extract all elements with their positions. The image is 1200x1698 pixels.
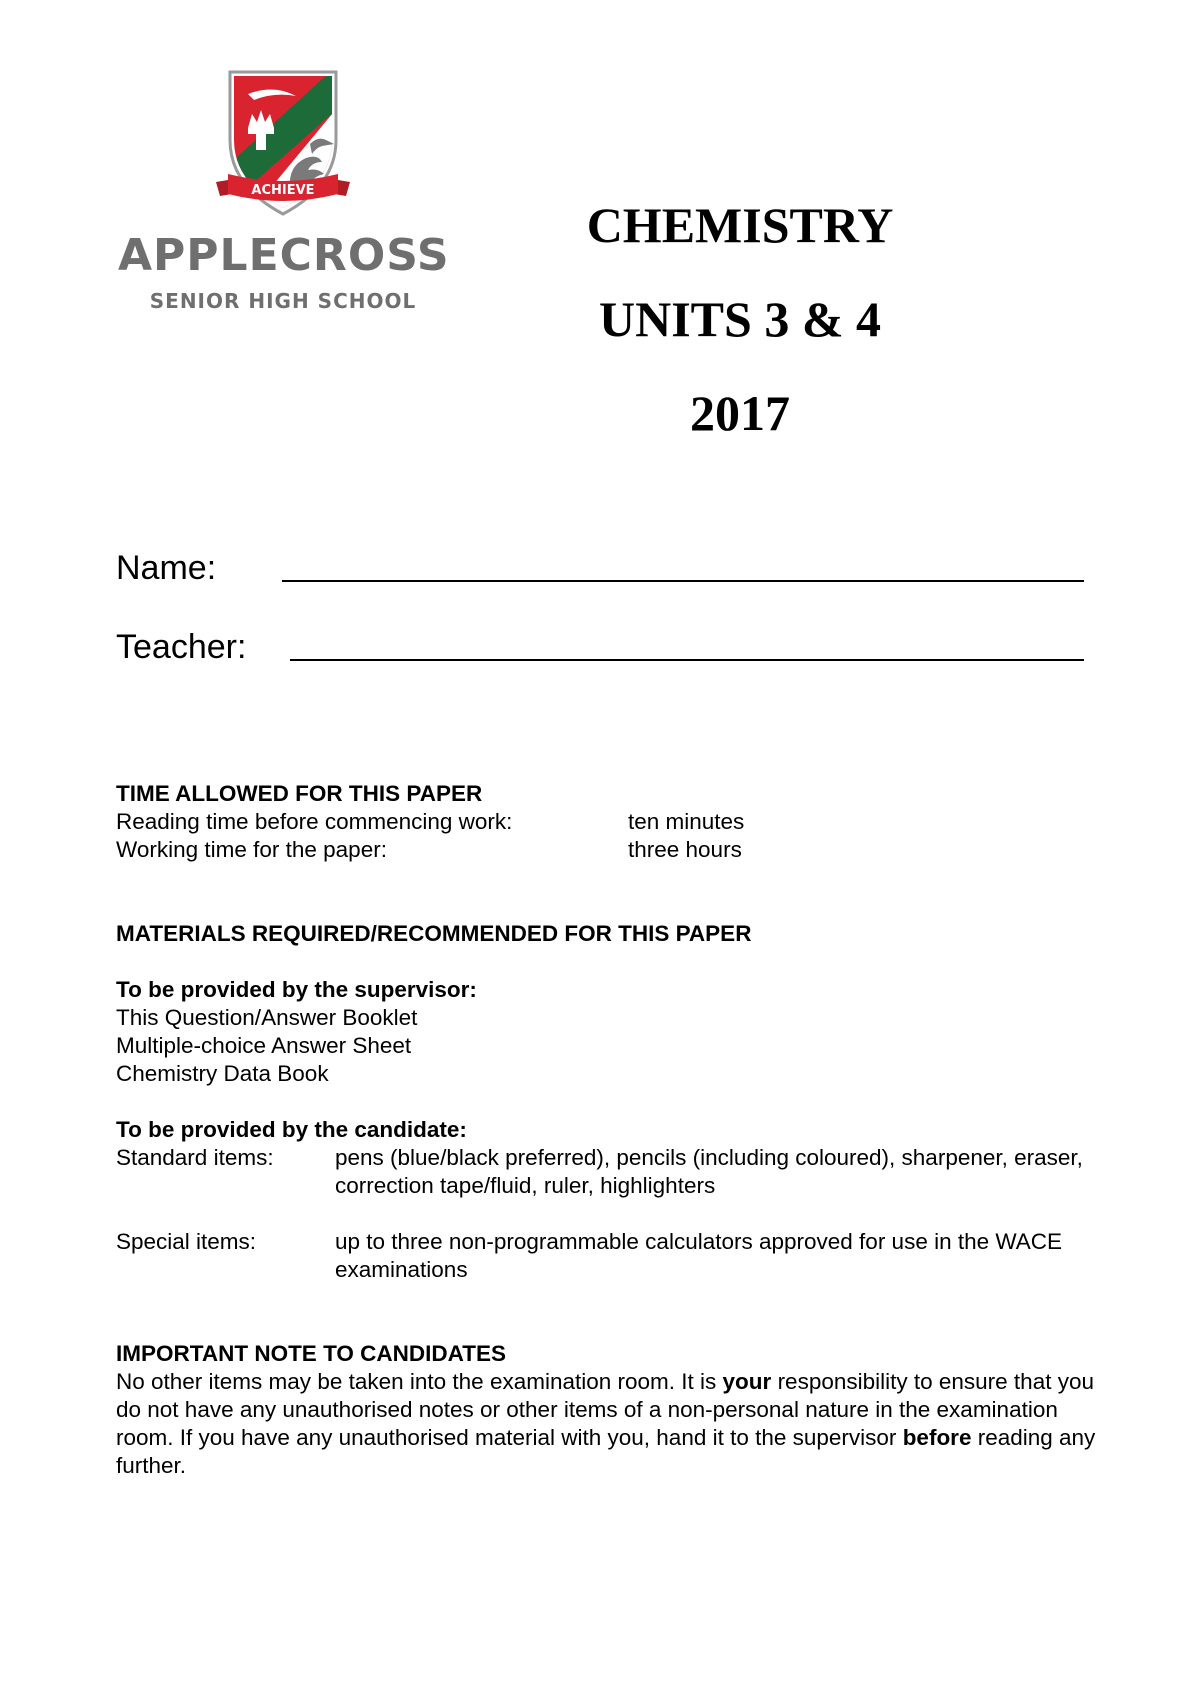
units-title: UNITS 3 & 4 xyxy=(599,291,881,347)
special-items-label: Special items: xyxy=(116,1229,257,1254)
note-text-part: responsibility to ensure that you do not have any unauthorised notes or other items of a non-personal nature in the examination room. If you have any unauthorised material with you, hand it to the supervisor xyxy=(116,1369,1094,1450)
school-crest-icon xyxy=(214,70,352,220)
exam-instructions xyxy=(116,780,1096,1480)
note-text-part: reading any further. xyxy=(116,1425,1096,1478)
school-subtitle: SENIOR HIGH SCHOOL xyxy=(149,289,417,313)
supervisor-heading: To be provided by the supervisor: xyxy=(116,977,477,1002)
note-emphasis-your: your xyxy=(722,1369,772,1394)
time-value: three hours xyxy=(628,837,742,862)
important-note-heading: IMPORTANT NOTE TO CANDIDATES xyxy=(116,1341,506,1366)
school-name: APPLECROSS xyxy=(118,230,450,281)
teacher-label: Teacher: xyxy=(116,628,247,666)
special-items-row xyxy=(116,1228,1096,1284)
teacher-blank-line[interactable] xyxy=(290,659,1084,661)
time-row-working xyxy=(116,836,1096,864)
time-allowed-heading: TIME ALLOWED FOR THIS PAPER xyxy=(116,781,483,806)
name-blank-line[interactable] xyxy=(282,580,1084,582)
year-title: 2017 xyxy=(690,385,790,441)
supervisor-item: Chemistry Data Book xyxy=(116,1061,329,1086)
school-logo xyxy=(118,66,448,326)
name-field xyxy=(116,551,216,585)
standard-items-row xyxy=(116,1144,1096,1200)
note-emphasis-before: before xyxy=(902,1425,972,1450)
important-note-text xyxy=(116,1368,1096,1480)
crest-motto: ACHIEVE xyxy=(251,183,315,198)
time-label: Working time for the paper: xyxy=(116,837,387,862)
supervisor-item: This Question/Answer Booklet xyxy=(116,1005,418,1030)
time-value: ten minutes xyxy=(628,809,745,834)
name-label: Name: xyxy=(116,549,217,587)
time-row-reading xyxy=(116,808,1096,836)
candidate-heading: To be provided by the candidate: xyxy=(116,1117,467,1142)
teacher-field xyxy=(116,630,246,664)
exam-title xyxy=(520,197,960,482)
note-text-part: No other items may be taken into the examination room. It is xyxy=(116,1369,723,1394)
special-items-text: up to three non-programmable calculators approved for use in the WACE examinations xyxy=(335,1229,1063,1282)
materials-heading: MATERIALS REQUIRED/RECOMMENDED FOR THIS PAPER xyxy=(116,921,752,946)
time-label: Reading time before commencing work: xyxy=(116,809,513,834)
standard-items-text: pens (blue/black preferred), pencils (including coloured), sharpener, eraser, correction tape/fluid, ruler, highlighters xyxy=(335,1145,1083,1198)
standard-items-label: Standard items: xyxy=(116,1145,274,1170)
supervisor-item: Multiple-choice Answer Sheet xyxy=(116,1033,412,1058)
subject-title: CHEMISTRY xyxy=(586,197,894,253)
